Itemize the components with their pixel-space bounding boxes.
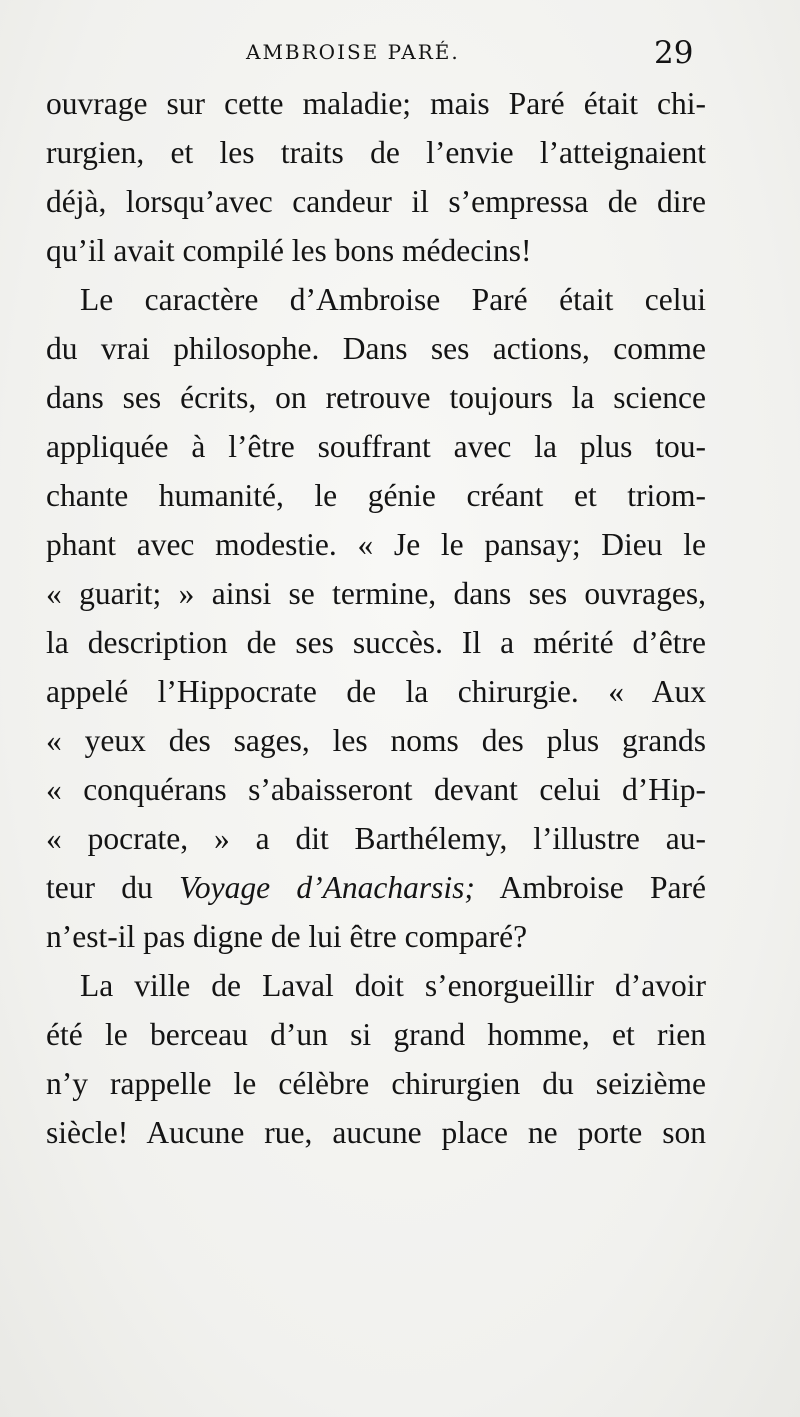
text-line: dans ses écrits, on retrouve toujours la science [46,380,706,415]
body-text [46,79,706,1157]
text-line: « yeux des sages, les noms des plus grands [46,723,706,758]
text-line: n’est-il pas digne de lui être comparé? [46,919,528,954]
text-line: rurgien, et les traits de l’envie l’atteignaient [46,135,706,170]
text-line: appelé l’Hippocrate de la chirurgie. « Aux [46,674,706,709]
page-header [0,30,800,78]
text-line: siècle! Aucune rue, aucune place ne porte son [46,1115,706,1150]
text-line: qu’il avait compilé les bons médecins! [46,233,532,268]
text-line: la description de ses succès. Il a mérité d’être [46,625,706,660]
book-title-italic: Voyage d’Anacharsis; [179,870,475,905]
text-line: appliquée à l’être souffrant avec la plus tou- [46,429,706,464]
text-before-title: teur du [46,870,180,905]
text-line: été le berceau d’un si grand homme, et rien [46,1017,706,1052]
text-line-with-title [46,863,706,912]
text-line: n’y rappelle le célèbre chirurgien du seizième [46,1066,706,1101]
paragraph-start-line: Le caractère d’Ambroise Paré était celui [80,282,706,317]
text-after-title: Ambroise Paré [474,870,706,905]
text-line: « guarit; » ainsi se termine, dans ses ouvrages, [46,576,706,611]
text-line: phant avec modestie. « Je le pansay; Dieu le [46,527,706,562]
text-line: déjà, lorsqu’avec candeur il s’empressa de dire [46,184,706,219]
paragraph-start-line: La ville de Laval doit s’enorgueillir d’avoir [80,968,706,1003]
text-line: « conquérans s’abaisseront devant celui d’Hip- [46,772,706,807]
page-number: 29 [654,35,694,71]
text-line: « pocrate, » a dit Barthélemy, l’illustre au- [46,821,706,856]
text-line: chante humanité, le génie créant et triom- [46,478,706,513]
running-head: AMBROISE PARÉ. [246,40,460,64]
text-line: du vrai philosophe. Dans ses actions, comme [46,331,706,366]
text-line: ouvrage sur cette maladie; mais Paré était chi- [46,86,706,121]
